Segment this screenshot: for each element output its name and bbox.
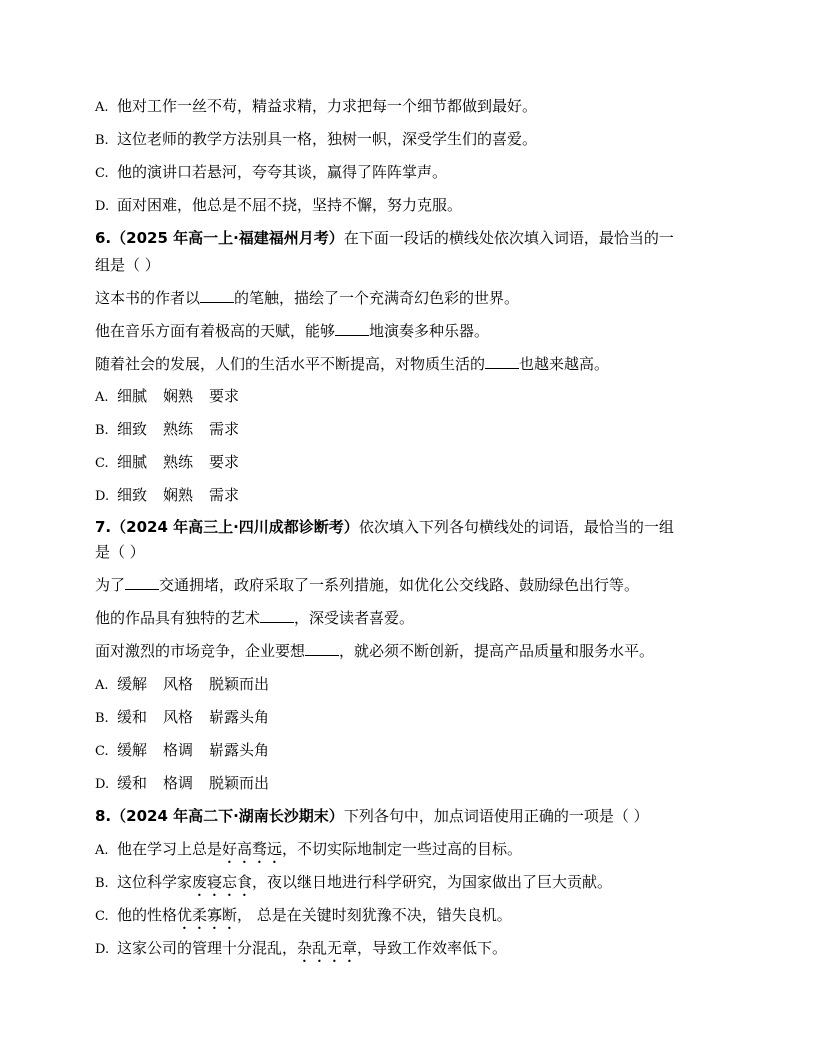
- fill-blank: [485, 354, 519, 369]
- option-letter: B.: [95, 876, 109, 891]
- option-word: 娴熟: [163, 387, 194, 405]
- option-letter: D.: [95, 199, 110, 214]
- dotted-word: 废寝忘食: [192, 873, 253, 891]
- q6-option-c: [95, 452, 239, 474]
- option-word: 娴熟: [163, 486, 194, 504]
- option-word: 需求: [209, 486, 240, 504]
- sentence-text: 的笔触，描绘了一个充满奇幻色彩的世界。: [234, 289, 520, 307]
- option-letter: C.: [95, 166, 109, 181]
- option-letter: D.: [95, 777, 110, 792]
- option-words: [117, 741, 269, 759]
- question-stem: 在下面一段话的横线处依次填入词语，最恰当的一: [343, 229, 674, 247]
- q5-option-d: [95, 195, 462, 217]
- option-text: 这位老师的教学方法别具一格，独树一帜，深受学生们的喜爱。: [117, 130, 538, 148]
- q8-option-d: [95, 938, 507, 966]
- option-text: 面对困难，他总是不屈不挠，坚持不懈，努力克服。: [117, 196, 463, 214]
- option-words: [117, 774, 269, 792]
- dotted-word: 杂乱无章: [297, 939, 358, 957]
- option-words: [117, 387, 239, 405]
- option-word: 熟练: [163, 420, 194, 438]
- option-word: 细腻: [117, 387, 148, 405]
- q8-stem: [95, 806, 649, 826]
- q6-stem-line2: [95, 255, 160, 275]
- q6-stem-line1: [95, 228, 674, 248]
- option-letter: C.: [95, 909, 109, 924]
- fill-blank: [305, 641, 339, 656]
- option-text: ，夜以继日地进行科学研究，为国家做出了巨大贡献。: [252, 873, 613, 891]
- option-word: 需求: [209, 420, 240, 438]
- option-letter: C.: [95, 744, 109, 759]
- q7-sentence-1: [95, 575, 639, 595]
- sentence-text: 他在音乐方面有着极高的天赋，能够: [95, 322, 336, 340]
- sentence-text: 这本书的作者以: [95, 289, 201, 307]
- q5-option-a: [95, 96, 537, 118]
- option-letter: A.: [95, 100, 109, 115]
- option-word: 脱颖而出: [209, 774, 270, 792]
- q5-option-b: [95, 129, 537, 151]
- option-word: 崭露头角: [209, 741, 270, 759]
- q7-sentence-3: [95, 641, 654, 661]
- option-words: [117, 675, 269, 693]
- option-letter: D.: [95, 942, 110, 957]
- option-text: 他的性格: [117, 906, 178, 924]
- option-word: 风格: [163, 708, 194, 726]
- option-text: ，不切实际地制定一些过高的目标。: [282, 840, 523, 858]
- q5-option-c: [95, 162, 447, 184]
- question-number: 8.: [95, 807, 112, 825]
- question-source: （2025 年高一上·福建福州月考）: [111, 229, 344, 247]
- question-number: 7.: [95, 518, 112, 536]
- option-letter: B.: [95, 133, 109, 148]
- question-stem: 下列各句中，加点词语使用正确的一项是（ ）: [343, 807, 649, 825]
- option-word: 风格: [163, 675, 194, 693]
- option-word: 细致: [117, 486, 148, 504]
- option-word: 格调: [163, 741, 194, 759]
- q6-sentence-1: [95, 288, 519, 308]
- question-stem: 依次填入下列各句横线处的词语，最恰当的一组: [358, 518, 674, 536]
- q7-stem-line2: [95, 542, 145, 562]
- fill-blank: [125, 575, 159, 590]
- option-letter: A.: [95, 843, 109, 858]
- option-words: [117, 453, 239, 471]
- option-text: 他在学习上总是: [117, 840, 223, 858]
- option-text: 他对工作一丝不苟，精益求精，力求把每一个细节都做到最好。: [117, 97, 538, 115]
- q7-option-c: [95, 740, 269, 762]
- option-word: 细致: [117, 420, 148, 438]
- sentence-text: 也越来越高。: [519, 355, 610, 373]
- question-number: 6.: [95, 229, 112, 247]
- q6-option-b: [95, 419, 239, 441]
- sentence-text: 为了: [95, 576, 126, 594]
- fill-blank: [335, 321, 369, 336]
- option-word: 缓解: [117, 675, 148, 693]
- option-letter: B.: [95, 711, 109, 726]
- option-word: 熟练: [163, 453, 194, 471]
- dotted-word: 好高骛远: [222, 840, 283, 858]
- option-word: 要求: [209, 453, 240, 471]
- q7-option-b: [95, 707, 269, 729]
- sentence-text: ，深受读者喜爱。: [294, 609, 415, 627]
- option-word: 格调: [163, 774, 194, 792]
- q7-stem-line1: [95, 517, 674, 537]
- option-word: 缓解: [117, 741, 148, 759]
- option-text: 这位科学家: [117, 873, 193, 891]
- option-text: ，导致工作效率低下。: [357, 939, 508, 957]
- sentence-text: 随着社会的发展，人们的生活水平不断提高，对物质生活的: [95, 355, 486, 373]
- option-text: ， 总是在关键时刻犹豫不决，错失良机。: [237, 906, 512, 924]
- question-source: （2024 年高二下·湖南长沙期末）: [111, 807, 344, 825]
- option-word: 细腻: [117, 453, 148, 471]
- option-letter: D.: [95, 489, 110, 504]
- question-stem-continued: 组是（ ）: [95, 256, 160, 274]
- option-words: [117, 486, 239, 504]
- option-words: [117, 420, 239, 438]
- q6-option-d: [95, 485, 239, 507]
- option-letter: A.: [95, 678, 109, 693]
- q8-option-c: [95, 905, 512, 933]
- q6-sentence-3: [95, 354, 609, 374]
- q7-option-d: [95, 773, 269, 795]
- option-word: 缓和: [117, 774, 148, 792]
- q6-sentence-2: [95, 321, 489, 341]
- option-text: 这家公司的管理十分混乱，: [117, 939, 298, 957]
- fill-blank: [200, 288, 234, 303]
- option-word: 脱颖而出: [209, 675, 270, 693]
- question-stem-continued: 是（ ）: [95, 543, 145, 561]
- q8-option-b: [95, 872, 612, 900]
- sentence-text: 地演奏多种乐器。: [369, 322, 490, 340]
- option-letter: A.: [95, 390, 109, 405]
- q7-sentence-2: [95, 608, 414, 628]
- option-words: [117, 708, 269, 726]
- q6-option-a: [95, 386, 239, 408]
- question-source: （2024 年高三上·四川成都诊断考）: [111, 518, 359, 536]
- fill-blank: [260, 608, 294, 623]
- option-text: 他的演讲口若悬河，夸夸其谈，赢得了阵阵掌声。: [117, 163, 448, 181]
- option-letter: B.: [95, 423, 109, 438]
- option-word: 要求: [209, 387, 240, 405]
- option-word: 崭露头角: [209, 708, 270, 726]
- sentence-text: 面对激烈的市场竞争，企业要想: [95, 642, 306, 660]
- option-letter: C.: [95, 456, 109, 471]
- q7-option-a: [95, 674, 269, 696]
- option-word: 缓和: [117, 708, 148, 726]
- sentence-text: 交通拥堵，政府采取了一系列措施，如优化公交线路、鼓励绿色出行等。: [159, 576, 640, 594]
- sentence-text: 他的作品具有独特的艺术: [95, 609, 261, 627]
- q8-option-a: [95, 839, 522, 867]
- sentence-text: ，就必须不断创新，提高产品质量和服务水平。: [339, 642, 655, 660]
- dotted-word: 优柔寡断: [177, 906, 238, 924]
